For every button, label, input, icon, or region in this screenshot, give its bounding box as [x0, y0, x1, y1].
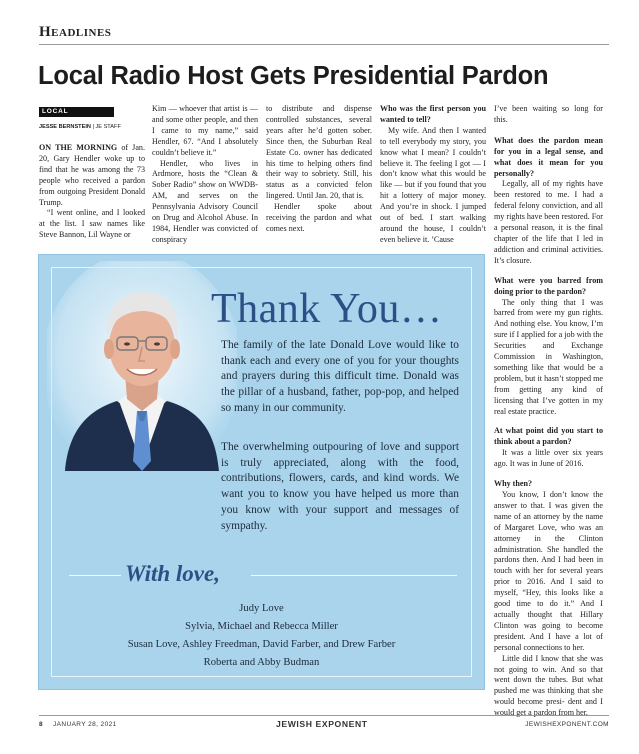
signoff: With love,: [125, 561, 220, 586]
article-paragraph: Hendler, who lives in Ardmore, hosts the “Clean & Sober Radio” show on WWDB-AM, and serves on the Pennsylvania Advisory Council on Drug and Alcohol Abuse. In 1984, Hendler was convicted of conspiracy: [152, 158, 258, 244]
interview-answer: You know, I don’t know the answer to that. I was given the name of an attorney by the name of Margaret Love, who was an attorney in the Clinton administration. She handled the pardons then. And I had been in touch with her for several years prior to 2016. And I said to myself, “Hey, this looks like a good time to do it.” And I actually thought that Hillary Clinton was going to become president. And I have a lot of personal connections to her.: [494, 490, 603, 652]
article-column-5: [494, 104, 603, 719]
section-header: Headlines: [39, 24, 112, 40]
family-name-line: Sylvia, Michael and Rebecca Miller: [185, 621, 338, 632]
headline: Local Radio Host Gets Presidential Pardon: [38, 62, 549, 90]
byline-name: JESSE BERNSTEIN: [39, 124, 91, 130]
publication-name: JEWISH EXPONENT: [276, 719, 368, 729]
article-paragraph: Hendler spoke about receiving the pardon and what comes next.: [266, 202, 372, 233]
thank-you-advertisement: [38, 254, 485, 690]
interview-question: At what point did you start to think about a pardon?: [494, 426, 603, 447]
interview-answer: I’ve been waiting so long for this.: [494, 104, 603, 124]
article-column-4: [380, 104, 486, 246]
ad-body-paragraph: The overwhelming outpouring of love and support is truly appreciated, along with the food, contributions, flowers, cards, and kind words. We want you to know you have helped us more than you know with your support and messages of sympathy.: [221, 441, 459, 532]
byline-staff: | JE STAFF: [92, 124, 121, 130]
article-column-3: [266, 104, 372, 235]
lead-in: ON THE MORNING: [39, 143, 118, 152]
interview-answer: My wife. And then I wanted to tell everybody my story, you know what I mean? I couldn’t believe it. The feeling I got — I don’t know what this would be like — but if you found that you hit a lottery of major money. And you’re in shock. I jumped out of bed. I start walking around the house, I couldn’t even believe it. ’Cause: [380, 125, 486, 244]
article-column-1: [39, 143, 145, 241]
portrait-photo: [47, 261, 237, 471]
interview-answer: The only thing that I was barred from were my gun rights. And nothing else. You know, I’m sure if I applied for a job with the Securities and Exchange Commission in Washington, something like that would be a problem, but it hasn’t stopped me from getting any kind of licensing that I’ve gotten in my real estate practice.: [494, 297, 603, 416]
family-name-line: Susan Love, Ashley Freedman, David Farber, and Drew Farber: [127, 639, 396, 650]
article-paragraph: Kim — whoever that artist is — and some other people, and then I came to my name,” said Hendler, 67. “And I absolutely couldn’t believe it.”: [152, 104, 258, 157]
article-paragraph: [39, 143, 145, 208]
bottom-rule: [39, 715, 609, 716]
interview-question: Why then?: [494, 479, 533, 489]
top-rule: [39, 44, 609, 45]
interview-answer: Little did I know that she was not going to win. And so that went down the tubes. But what pushed me was thinking that she would become presi- dent and I would get a pardon from her.: [494, 653, 603, 718]
article-paragraph: to distribute and dispense controlled substances, several years after he’d gotten sober. Since then, the Suburban Real Estate Co. owner has dedicated his time to helping others find their way to sobriety. Still, his status as a convicted felon lingered. Until Jan. 20, that is.: [266, 104, 372, 201]
issue-date: JANUARY 28, 2021: [53, 721, 117, 728]
ad-title: Thank You…: [211, 286, 443, 332]
signoff-rule-right: [251, 575, 457, 576]
lead-text: of Jan. 20, Gary Hendler woke up to find that he was among the 73 people who received a pardon from outgoing President Donald Trump.: [39, 143, 145, 207]
interview-answer: Legally, all of my rights have been restored to me. I had a federal felony conviction, and all my rights have been restored. For a personal reason, it is the final chapter of the life that I led in addiction and criminal activities. It’s closure.: [494, 179, 603, 265]
signoff-rule-left: [69, 575, 121, 576]
family-name-line: Judy Love: [239, 603, 284, 614]
article-paragraph: “I went online, and I looked at the list. I saw names like Steve Bannon, Lil Wayne or: [39, 208, 145, 240]
interview-answer: It was a little over six years ago. It was in June of 2016.: [494, 448, 603, 469]
byline: [39, 124, 121, 130]
ad-body-paragraph: The family of the late Donald Love would like to thank each and every one of you for your thoughts and prayers during this difficult time. Donald was the pillar of a husband, father, pop-pop, and helped so many in our community.: [221, 339, 459, 414]
family-name-line: Roberta and Abby Budman: [203, 657, 320, 668]
interview-question: What does the pardon mean for you in a legal sense, and what does it mean for you personally?: [494, 135, 603, 178]
interview-question: Who was the first person you wanted to tell?: [380, 104, 486, 124]
website: JEWISHEXPONENT.COM: [525, 721, 609, 728]
section-tag: LOCAL: [39, 107, 114, 117]
interview-question: What were you barred from doing prior to the pardon?: [494, 275, 603, 296]
article-column-2: [152, 104, 258, 246]
page-number: 8: [39, 721, 44, 728]
